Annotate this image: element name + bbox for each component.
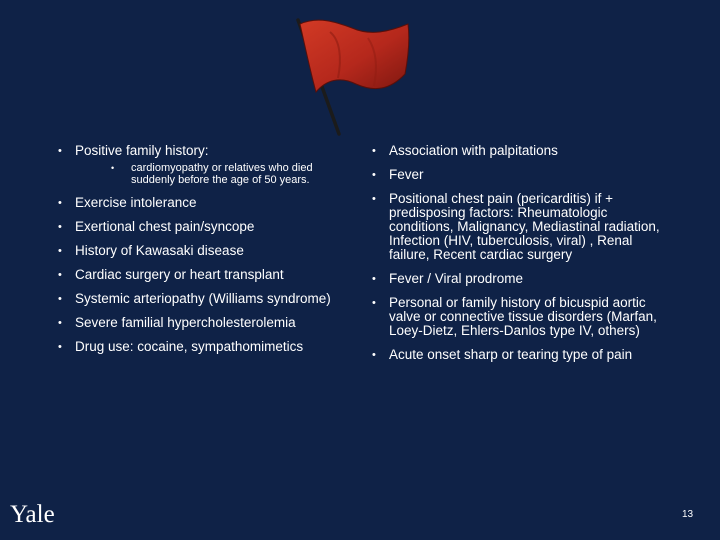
list-item: • Severe familial hypercholesterolemia <box>58 316 358 330</box>
left-column <box>58 144 358 364</box>
list-item: • Systemic arteriopathy (Williams syndrome) <box>58 292 358 306</box>
list-item-family-history <box>58 144 358 186</box>
list-item: • Exertional chest pain/syncope <box>58 220 358 234</box>
list-item: • Cardiac surgery or heart transplant <box>58 268 358 282</box>
yale-logo: Yale <box>10 501 55 528</box>
list-item: • Positional chest pain (pericarditis) if + predisposing factors: Rheumatologic conditions, Malignancy, Mediastinal radiation, Infection (HIV, tuberculosis, viral) , Renal failure, Recent cardiac surgery <box>372 192 672 262</box>
family-history-label: Positive family history: <box>75 143 209 158</box>
red-flag-icon <box>290 10 420 140</box>
list-item: • History of Kawasaki disease <box>58 244 358 258</box>
list-item: • Exercise intolerance <box>58 196 358 210</box>
list-item: • Fever / Viral prodrome <box>372 272 672 286</box>
list-item: • Association with palpitations <box>372 144 672 158</box>
sub-list-item: • cardiomyopathy or relatives who died suddenly before the age of 50 years. <box>111 163 358 186</box>
list-item: • Personal or family history of bicuspid aortic valve or connective tissue disorders (Marfan, Loey-Dietz, Ehlers-Danlos type IV, others) <box>372 296 672 338</box>
list-item: • Fever <box>372 168 672 182</box>
list-item: • Drug use: cocaine, sympathomimetics <box>58 340 358 354</box>
right-column <box>372 144 672 372</box>
page-number: 13 <box>682 509 694 520</box>
list-item: • Acute onset sharp or tearing type of pain <box>372 348 672 362</box>
